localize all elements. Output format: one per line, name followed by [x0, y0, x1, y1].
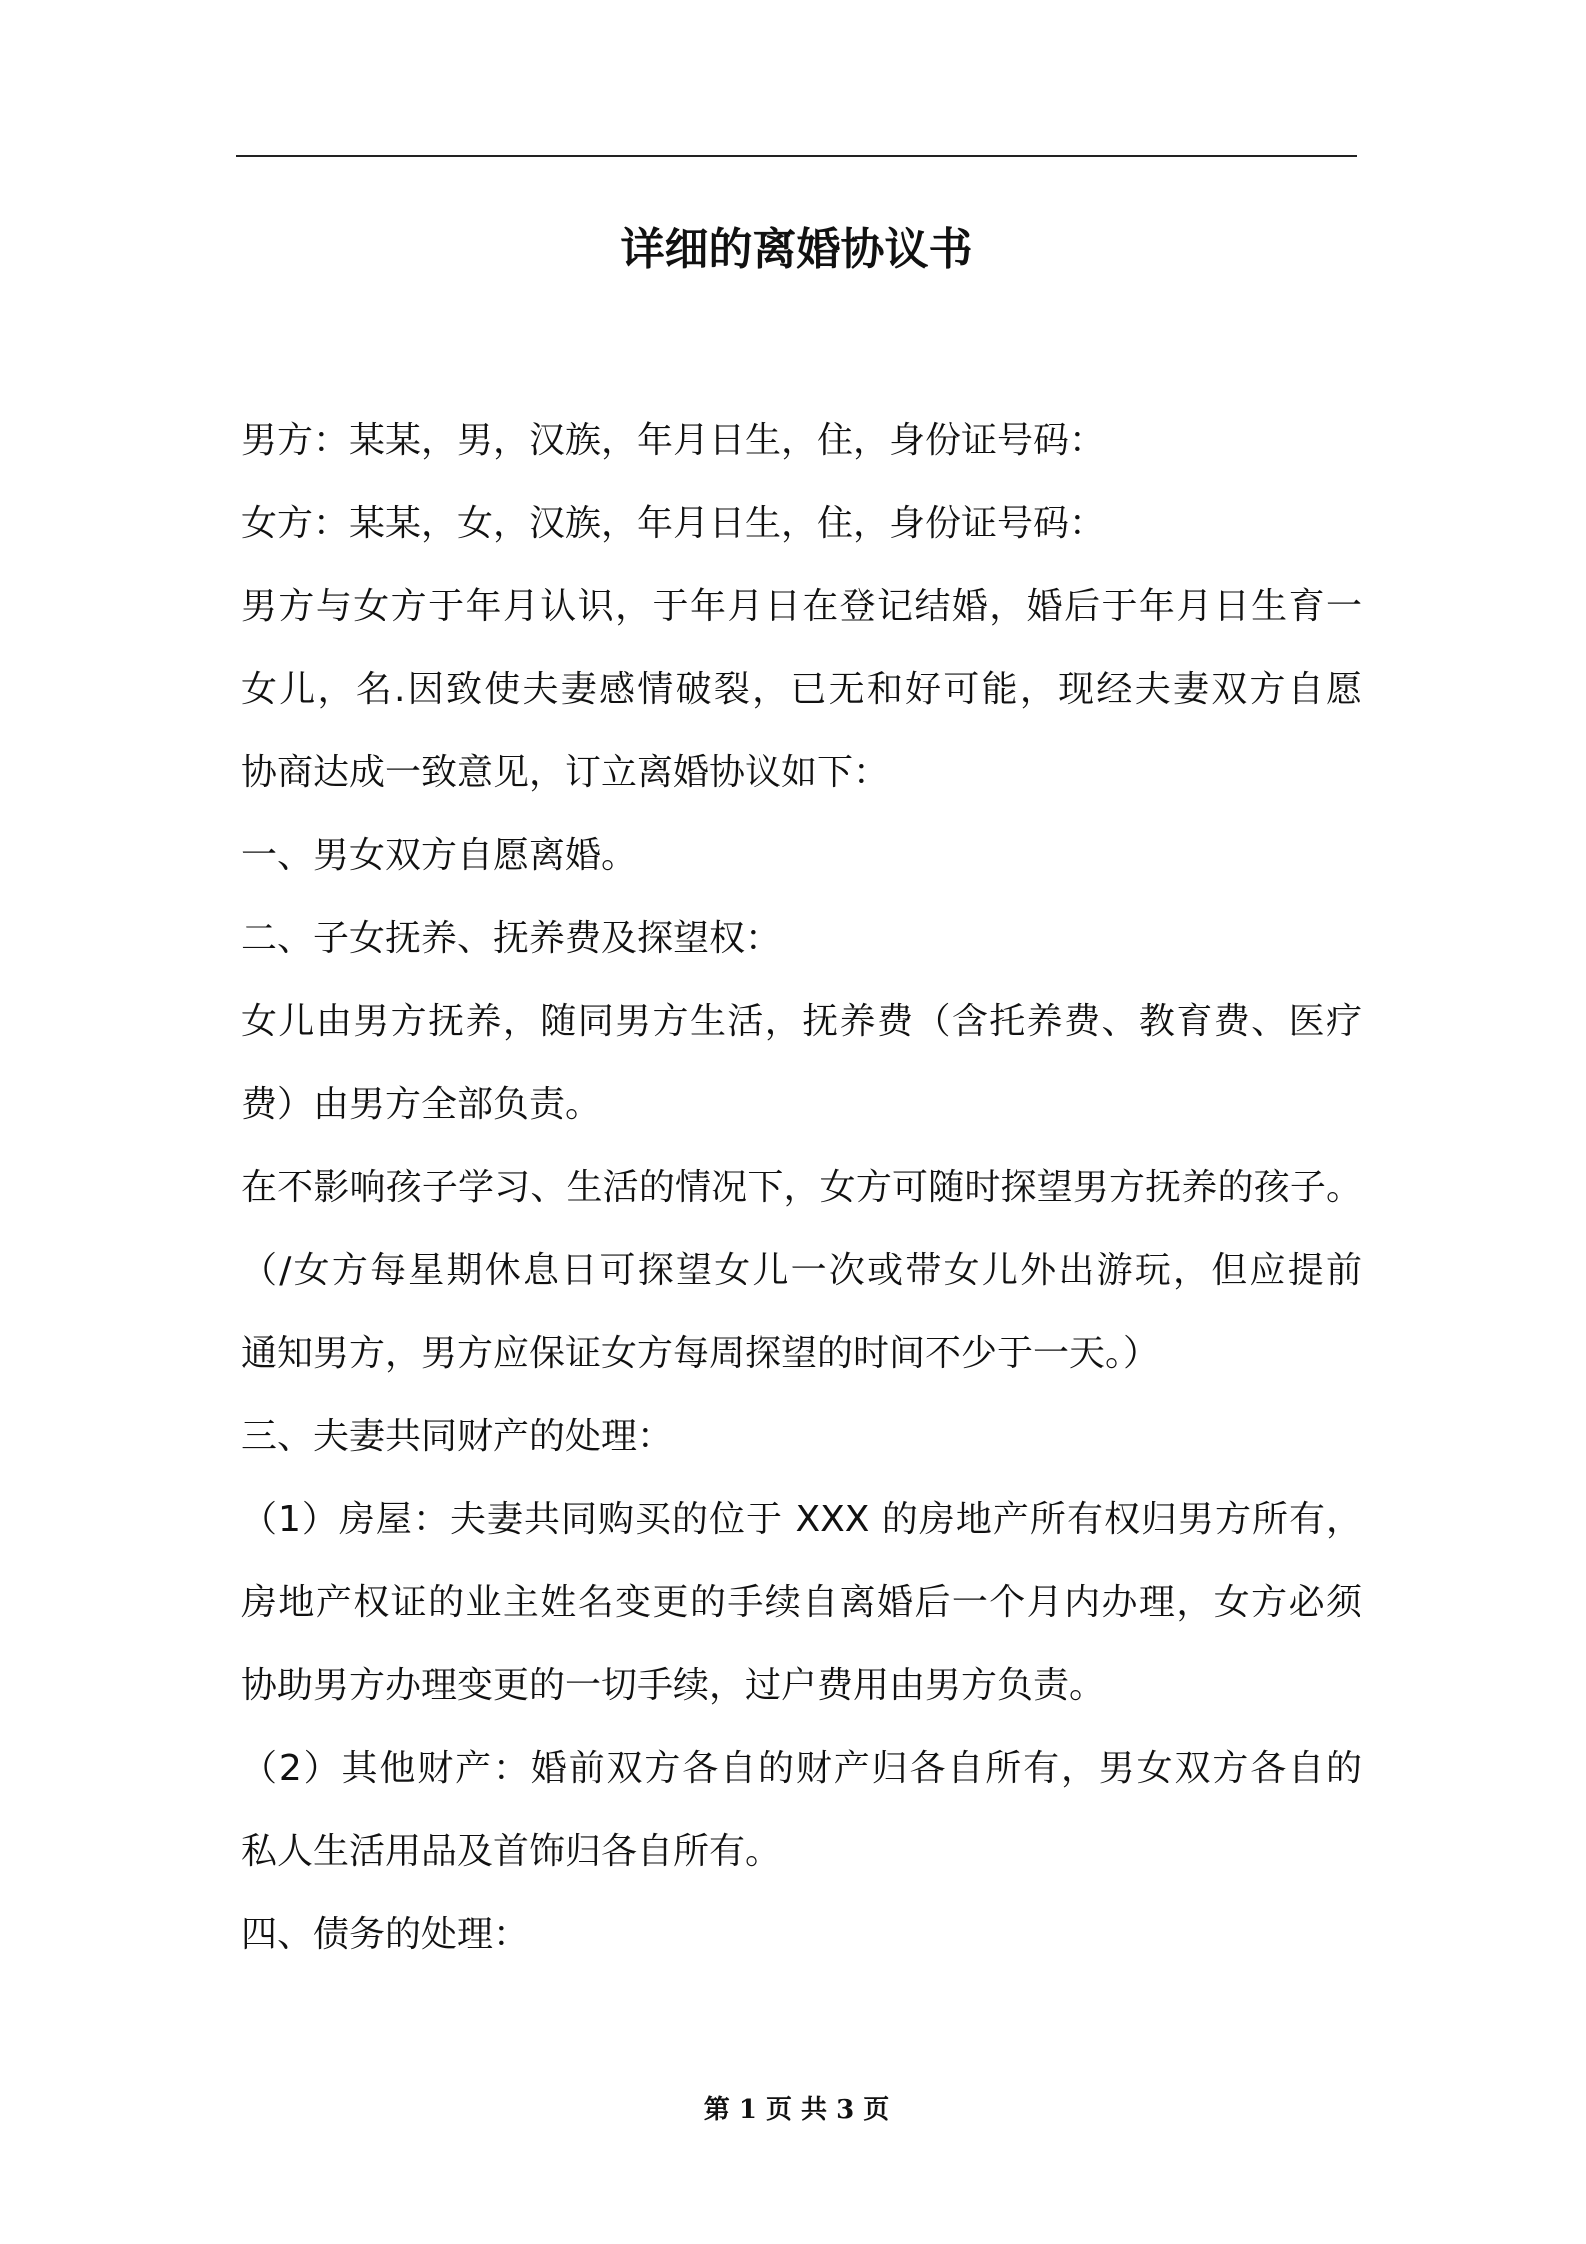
body-line: 私人生活用品及首饰归各自所有。 — [241, 1831, 782, 1872]
body-line: （1）房屋：夫妻共同购买的位于 XXX 的房地产所有权归男方所有， — [241, 1499, 1362, 1540]
body-line: （/女方每星期休息日可探望女儿一次或带女儿外出游玩，但应提前 — [241, 1250, 1362, 1291]
document-title: 详细的离婚协议书 — [620, 224, 973, 275]
body-line: （2）其他财产：婚前双方各自的财产归各自所有，男女双方各自的 — [241, 1748, 1362, 1789]
section-heading: 三、夫妻共同财产的处理： — [241, 1416, 674, 1457]
body-line: 男方与女方于年月认识，于年月日在登记结婚，婚后于年月日生育一 — [241, 586, 1362, 627]
header-rule — [236, 155, 1357, 157]
section-heading: 二、子女抚养、抚养费及探望权： — [241, 918, 782, 959]
body-line: 女儿，名.因致使夫妻感情破裂，已无和好可能，现经夫妻双方自愿 — [241, 669, 1362, 710]
section-heading: 一、男女双方自愿离婚。 — [241, 835, 638, 876]
body-line: 房地产权证的业主姓名变更的手续自离婚后一个月内办理，女方必须 — [241, 1582, 1362, 1623]
section-heading: 四、债务的处理： — [241, 1914, 530, 1955]
body-line: 费）由男方全部负责。 — [241, 1084, 602, 1125]
body-line: 女方：某某，女，汉族，年月日生，住，身份证号码： — [241, 503, 1106, 544]
body-line: 通知男方，男方应保证女方每周探望的时间不少于一天。） — [241, 1333, 1160, 1374]
body-line: 女儿由男方抚养，随同男方生活，抚养费（含托养费、教育费、医疗 — [241, 1001, 1362, 1042]
body-line: 协助男方办理变更的一切手续，过户费用由男方负责。 — [241, 1665, 1106, 1706]
page-number-footer: 第 1 页 共 3 页 — [703, 2095, 890, 2125]
body-line: 协商达成一致意见，订立离婚协议如下： — [241, 752, 890, 793]
body-line: 男方：某某，男，汉族，年月日生，住，身份证号码： — [241, 420, 1106, 461]
body-line: 在不影响孩子学习、生活的情况下，女方可随时探望男方抚养的孩子。 — [241, 1167, 1362, 1208]
document-body — [241, 399, 1362, 1976]
